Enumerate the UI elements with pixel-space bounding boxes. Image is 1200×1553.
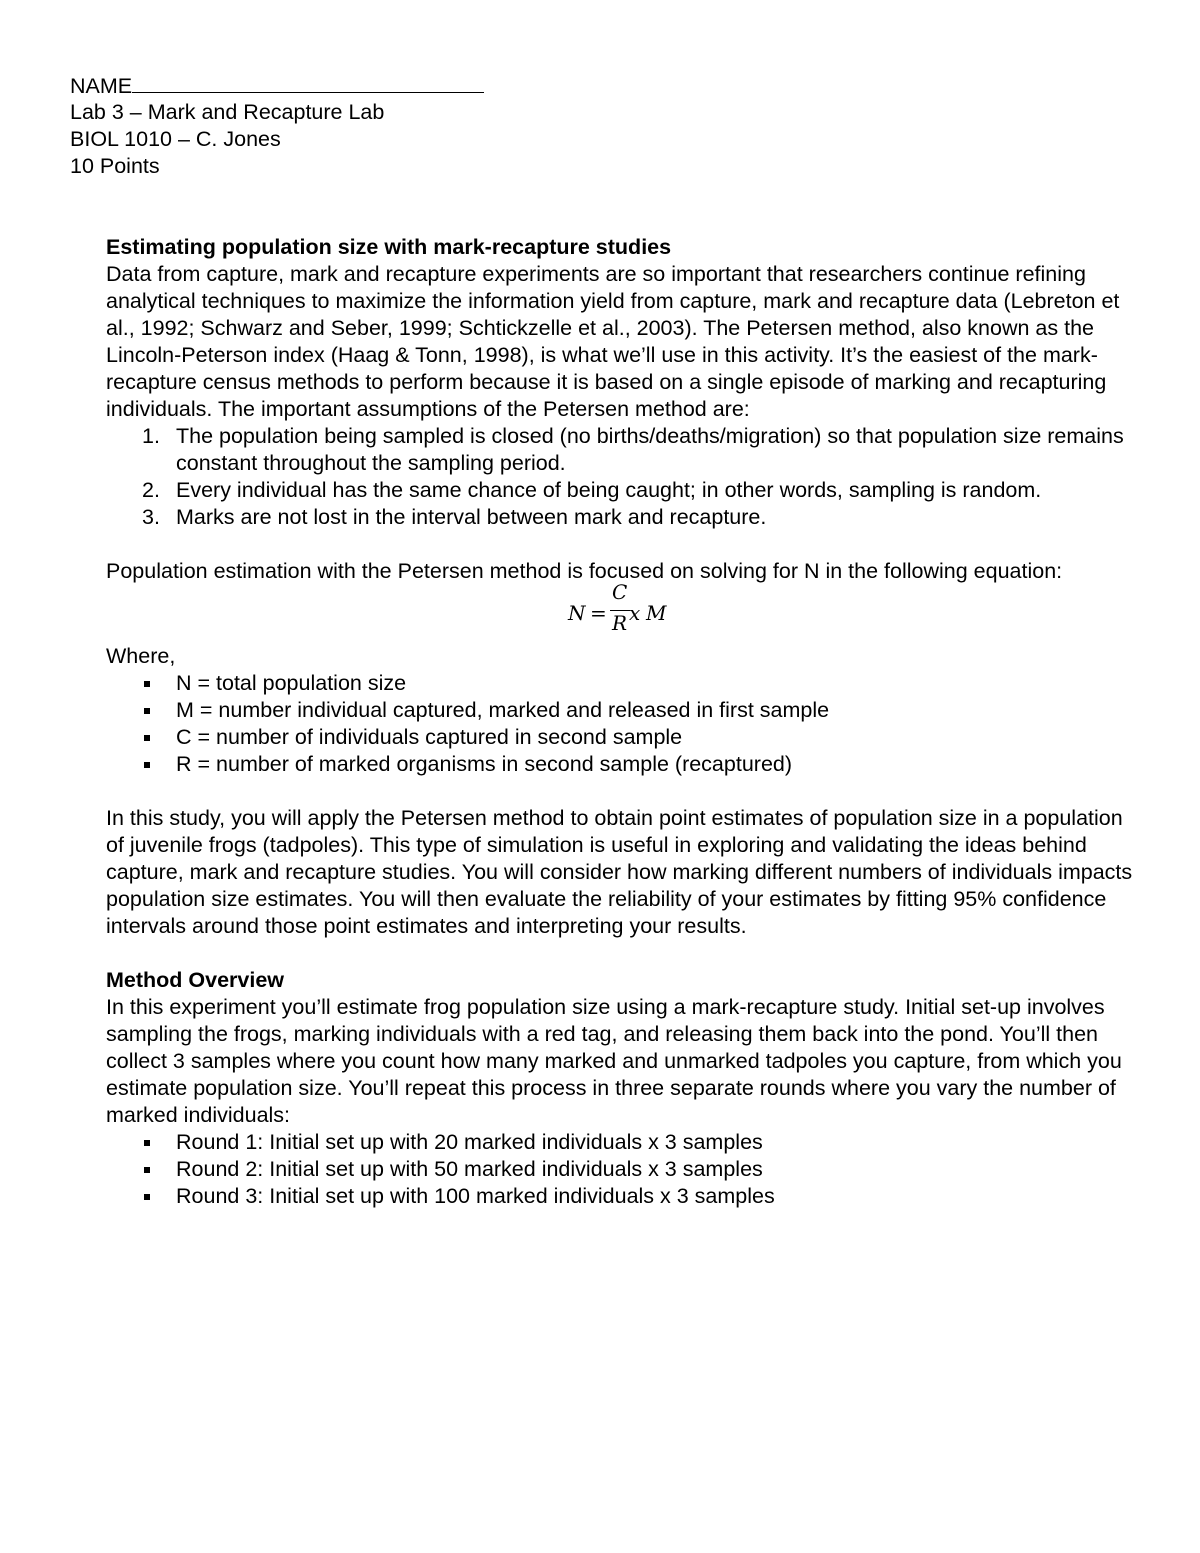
equation-intro: Population estimation with the Petersen method is focused on solving for N in the following equation: bbox=[106, 559, 1063, 583]
method-paragraph: In this experiment you’ll estimate frog population size using a mark-recapture study. Initial set-up involves sampling the frogs, marking individuals with a red tag, and releasing them back into the pond. You’ll then collect 3 samples where you count how many marked and unmarked tadpoles you capture, from which you estimate population size. You’ll repeat this process in three separate rounds where you vary the number of marked individuals: bbox=[106, 995, 1122, 1127]
intro-paragraph: Data from capture, mark and recapture experiments are so important that researchers continue refining analytical techniques to maximize the information yield from capture, mark and recapture data (Lebreton et al., 1992; Schwarz and Seber, 1999; Schtickzelle et al., 2003). The Petersen method, also known as the Lincoln-Peterson index (Haag & Tonn, 1998), is what we’ll use in this activity. It’s the easiest of the mark-recapture census methods to perform because it is based on a single episode of marking and recapturing individuals. The important assumptions of the Petersen method are: bbox=[106, 262, 1120, 421]
rounds-list bbox=[106, 1129, 1136, 1210]
equation-m: M bbox=[646, 601, 667, 625]
list-item bbox=[106, 670, 1136, 697]
bullet-icon bbox=[144, 762, 150, 768]
round-text: Round 2: Initial set up with 50 marked individuals x 3 samples bbox=[176, 1157, 763, 1181]
list-number: 1. bbox=[142, 424, 160, 448]
name-label: NAME bbox=[70, 74, 133, 98]
spacer bbox=[106, 778, 1136, 805]
header-block bbox=[70, 72, 570, 180]
spacer bbox=[106, 940, 1136, 967]
equation-numerator: C bbox=[612, 580, 628, 604]
list-item bbox=[106, 697, 1136, 724]
list-item bbox=[106, 504, 1136, 531]
round-text: Round 3: Initial set up with 100 marked individuals x 3 samples bbox=[176, 1184, 775, 1208]
course-line: BIOL 1010 – C. Jones bbox=[70, 127, 281, 151]
bullet-icon bbox=[144, 708, 150, 714]
main-content bbox=[106, 234, 1136, 1210]
list-item bbox=[106, 751, 1136, 778]
list-item bbox=[106, 1129, 1136, 1156]
name-line bbox=[70, 72, 570, 99]
equation-times: x bbox=[629, 601, 641, 625]
equation-denominator: R bbox=[612, 611, 628, 635]
spacer bbox=[106, 531, 1136, 558]
section-title-method-overview: Method Overview bbox=[106, 968, 285, 992]
list-item-text: The population being sampled is closed (no births/deaths/migration) so that population size remains constant throughout the sampling period. bbox=[176, 424, 1124, 475]
bullet-icon bbox=[144, 1140, 150, 1146]
bullet-icon bbox=[144, 735, 150, 741]
list-item bbox=[106, 724, 1136, 751]
definition-text: C = number of individuals captured in second sample bbox=[176, 725, 683, 749]
list-number: 3. bbox=[142, 505, 160, 529]
list-item bbox=[106, 477, 1136, 504]
definition-text: N = total population size bbox=[176, 671, 407, 695]
list-number: 2. bbox=[142, 478, 160, 502]
definitions-list bbox=[106, 670, 1136, 778]
points-line: 10 Points bbox=[70, 154, 160, 178]
lab-title: Lab 3 – Mark and Recapture Lab bbox=[70, 100, 385, 124]
equation-n: N bbox=[568, 601, 586, 625]
petersen-equation bbox=[106, 580, 1136, 643]
name-blank[interactable] bbox=[132, 72, 484, 93]
list-item-text: Marks are not lost in the interval between mark and recapture. bbox=[176, 505, 767, 529]
list-item-text: Every individual has the same chance of being caught; in other words, sampling is random. bbox=[176, 478, 1042, 502]
equation-body bbox=[568, 580, 678, 643]
bullet-icon bbox=[144, 1194, 150, 1200]
study-paragraph: In this study, you will apply the Petersen method to obtain point estimates of population size in a population of juvenile frogs (tadpoles). This type of simulation is useful in exploring and validating the ideas behind capture, mark and recapture studies. You will consider how marking different numbers of individuals impacts population size estimates. You will then evaluate the reliability of your estimates by fitting 95% confidence intervals around those point estimates and interpreting your results. bbox=[106, 806, 1133, 938]
definition-text: R = number of marked organisms in second sample (recaptured) bbox=[176, 752, 793, 776]
definition-text: M = number individual captured, marked and released in first sample bbox=[176, 698, 830, 722]
bullet-icon bbox=[144, 681, 150, 687]
section-title-estimating: Estimating population size with mark-recapture studies bbox=[106, 235, 672, 259]
assumptions-list bbox=[106, 423, 1136, 531]
list-item bbox=[106, 1183, 1136, 1210]
list-item bbox=[106, 423, 1136, 477]
list-item bbox=[106, 1156, 1136, 1183]
round-text: Round 1: Initial set up with 20 marked individuals x 3 samples bbox=[176, 1130, 763, 1154]
where-label: Where, bbox=[106, 644, 176, 668]
equation-equals: = bbox=[590, 601, 607, 625]
bullet-icon bbox=[144, 1167, 150, 1173]
